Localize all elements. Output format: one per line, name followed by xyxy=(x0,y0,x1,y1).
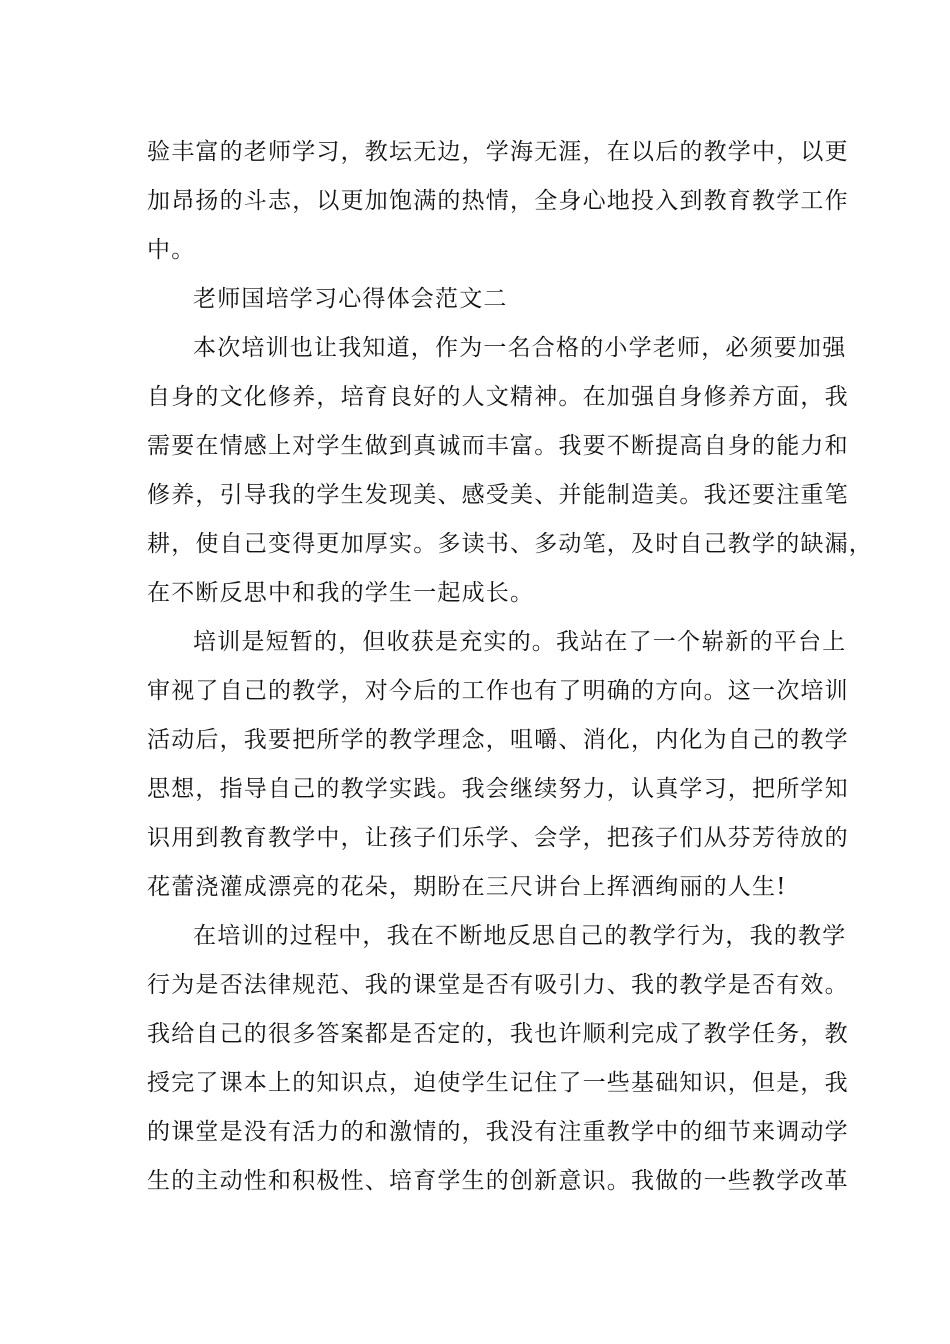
text-line: 活动后，我要把所学的教学理念，咀嚼、消化，内化为自己的教学 xyxy=(147,727,849,753)
paragraph-intro-tail xyxy=(147,128,847,275)
document-body xyxy=(147,128,873,1206)
text-line: 思想，指导自己的教学实践。我会继续努力，认真学习，把所学知 xyxy=(147,776,849,802)
text-line: 识用到教育教学中，让孩子们乐学、会学，把孩子们从芬芳待放的 xyxy=(147,825,849,851)
text-line: 行为是否法律规范、我的课堂是否有吸引力、我的教学是否有效。 xyxy=(147,972,849,998)
text-line: 在培训的过程中，我在不断地反思自己的教学行为，我的教学 xyxy=(193,923,847,949)
paragraph-3 xyxy=(147,912,847,1206)
text-line: 中。 xyxy=(147,237,196,263)
paragraph-2 xyxy=(147,618,847,912)
text-line: 验丰富的老师学习，教坛无边，学海无涯，在以后的教学中，以更 xyxy=(147,139,849,165)
text-line: 授完了课本上的知识点，迫使学生记住了一些基础知识，但是，我 xyxy=(147,1070,849,1096)
text-line: 加昂扬的斗志，以更加饱满的热情，全身心地投入到教育教学工作 xyxy=(147,188,849,214)
text-line: 我给自己的很多答案都是否定的，我也许顺利完成了教学任务，教 xyxy=(147,1021,849,1047)
text-line: 修养，引导我的学生发现美、感受美、并能制造美。我还要注重笔 xyxy=(147,482,849,508)
text-line: 在不断反思中和我的学生一起成长。 xyxy=(147,580,535,606)
text-line: 耕，使自己变得更加厚实。多读书、多动笔，及时自己教学的缺漏， xyxy=(147,531,873,557)
heading-text: 老师国培学习心得体会范文二 xyxy=(193,286,508,312)
paragraph-1 xyxy=(147,324,873,618)
section-heading xyxy=(147,275,847,324)
text-line: 需要在情感上对学生做到真诚而丰富。我要不断提高自身的能力和 xyxy=(147,433,849,459)
text-line: 花蕾浇灌成漂亮的花朵，期盼在三尺讲台上挥洒绚丽的人生! xyxy=(147,874,787,900)
text-line: 自身的文化修养，培育良好的人文精神。在加强自身修养方面，我 xyxy=(147,384,849,410)
text-line: 培训是短暂的，但收获是充实的。我站在了一个崭新的平台上 xyxy=(193,629,847,655)
text-line: 的课堂是没有活力的和激情的，我没有注重教学中的细节来调动学 xyxy=(147,1119,849,1145)
text-line: 本次培训也让我知道，作为一名合格的小学老师，必须要加强 xyxy=(193,335,847,361)
text-line: 审视了自己的教学，对今后的工作也有了明确的方向。这一次培训 xyxy=(147,678,849,704)
text-line: 生的主动性和积极性、培育学生的创新意识。我做的一些教学改革 xyxy=(147,1168,849,1194)
